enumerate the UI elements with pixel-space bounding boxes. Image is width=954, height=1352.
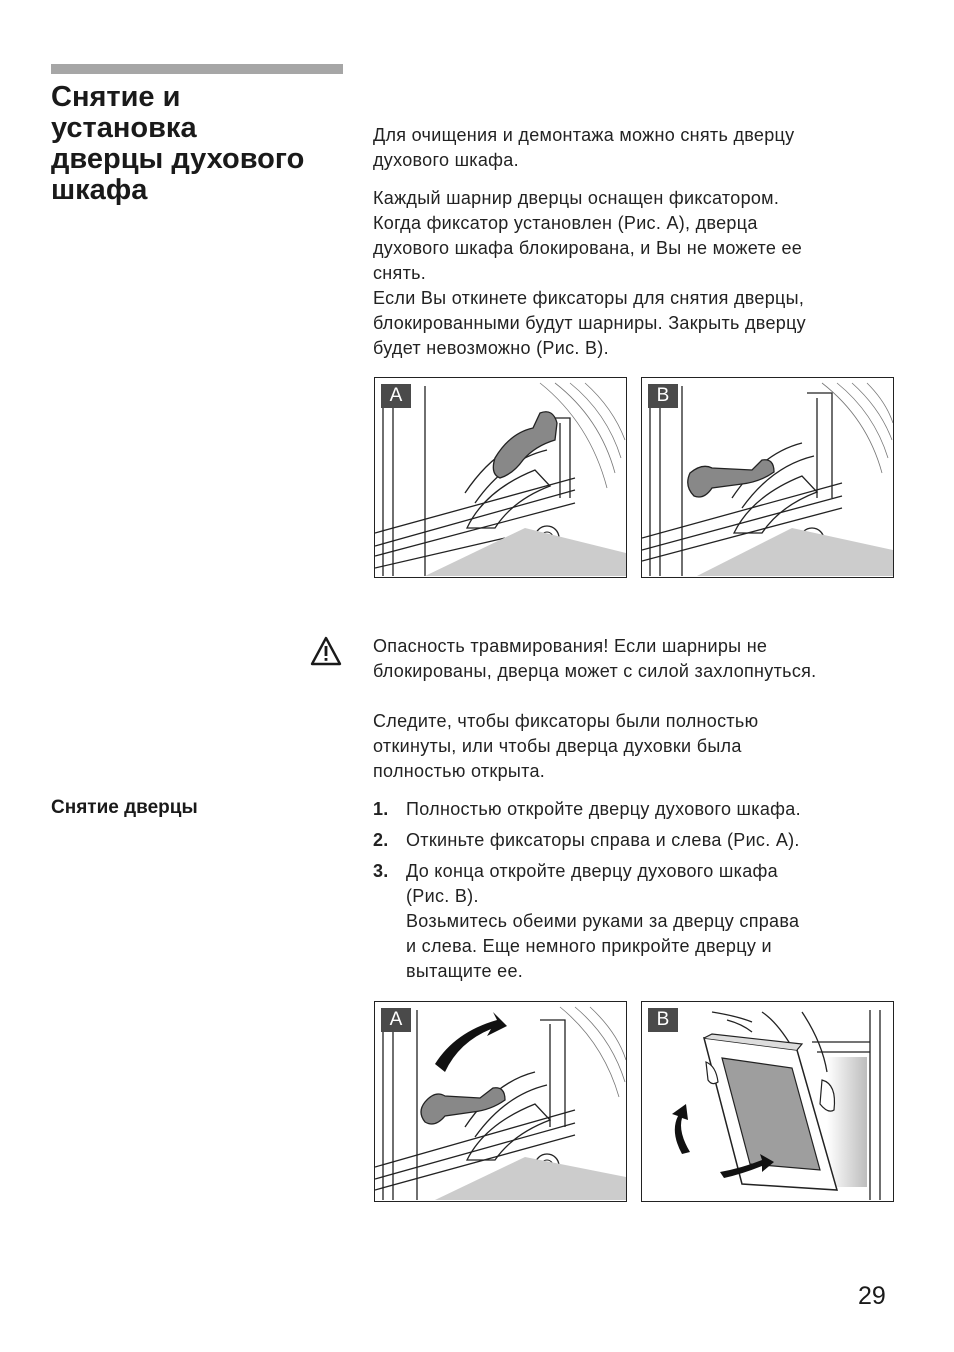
figure-hinge-unlocked xyxy=(641,377,894,578)
text-line: Если Вы откинете фиксаторы для снятия дверцы, xyxy=(373,288,805,308)
text-line: Откиньте фиксаторы справа и слева (Рис. A). xyxy=(406,830,800,850)
text-line: Возьмитесь обеими руками за дверцу справа xyxy=(406,911,800,931)
figure-label: B xyxy=(648,384,678,408)
text-line: До конца откройте дверцу духового шкафа xyxy=(406,861,778,881)
text-line: Когда фиксатор установлен (Рис. A), дверца xyxy=(373,213,758,233)
text-line: духового шкафа. xyxy=(373,150,519,170)
hinge-locked-illustration xyxy=(375,378,626,577)
text-line: блокированными будут шарниры. Закрыть дверцу xyxy=(373,313,806,333)
warning-triangle-icon xyxy=(310,636,342,666)
figure-label: B xyxy=(648,1008,678,1032)
text-line: откинуты, или чтобы дверца духовки была xyxy=(373,736,742,756)
intro-paragraph-2 xyxy=(373,186,806,361)
title-line: установка xyxy=(51,112,197,144)
figure-flip-latch xyxy=(374,1001,627,1202)
intro-paragraph-1 xyxy=(373,123,794,173)
text-line: блокированы, дверца может с силой захлопнуться. xyxy=(373,661,817,681)
warning-paragraph-1 xyxy=(373,634,816,684)
title-line: дверцы духового xyxy=(51,143,305,175)
hinge-unlocked-illustration xyxy=(642,378,893,577)
warning-paragraph-2 xyxy=(373,709,758,784)
text-line: Каждый шарнир дверцы оснащен фиксатором. xyxy=(373,188,780,208)
text-line: будет невозможно (Рис. B). xyxy=(373,338,609,358)
text-line: Полностью откройте дверцу духового шкафа. xyxy=(406,799,801,819)
text-line: (Рис. B). xyxy=(406,886,479,906)
figure-remove-door xyxy=(641,1001,894,1202)
remove-door-illustration xyxy=(642,1002,893,1201)
text-line: Следите, чтобы фиксаторы были полностью xyxy=(373,711,759,731)
text-line: и слева. Еще немного прикройте дверцу и xyxy=(406,936,772,956)
section-rule xyxy=(51,64,343,74)
text-line: духового шкафа блокирована, и Вы не можете ее xyxy=(373,238,803,258)
title-line: шкафа xyxy=(51,174,148,206)
figure-label: A xyxy=(381,1008,411,1032)
text-line: Опасность травмирования! Если шарниры не xyxy=(373,636,768,656)
step-number: 3. xyxy=(373,861,389,881)
section-title xyxy=(51,82,351,206)
step-number: 2. xyxy=(373,830,389,850)
title-line: Снятие и xyxy=(51,81,181,113)
flip-latch-illustration xyxy=(375,1002,626,1201)
text-line: Для очищения и демонтажа можно снять дверцу xyxy=(373,125,795,145)
page-number: 29 xyxy=(858,1282,886,1310)
figure-hinge-locked xyxy=(374,377,627,578)
text-line: снять. xyxy=(373,263,427,283)
figure-label: A xyxy=(381,384,411,408)
subsection-heading: Снятие дверцы xyxy=(51,797,198,818)
step-number: 1. xyxy=(373,799,389,819)
text-line: вытащите ее. xyxy=(406,961,524,981)
text-line: полностью открыта. xyxy=(373,761,546,781)
